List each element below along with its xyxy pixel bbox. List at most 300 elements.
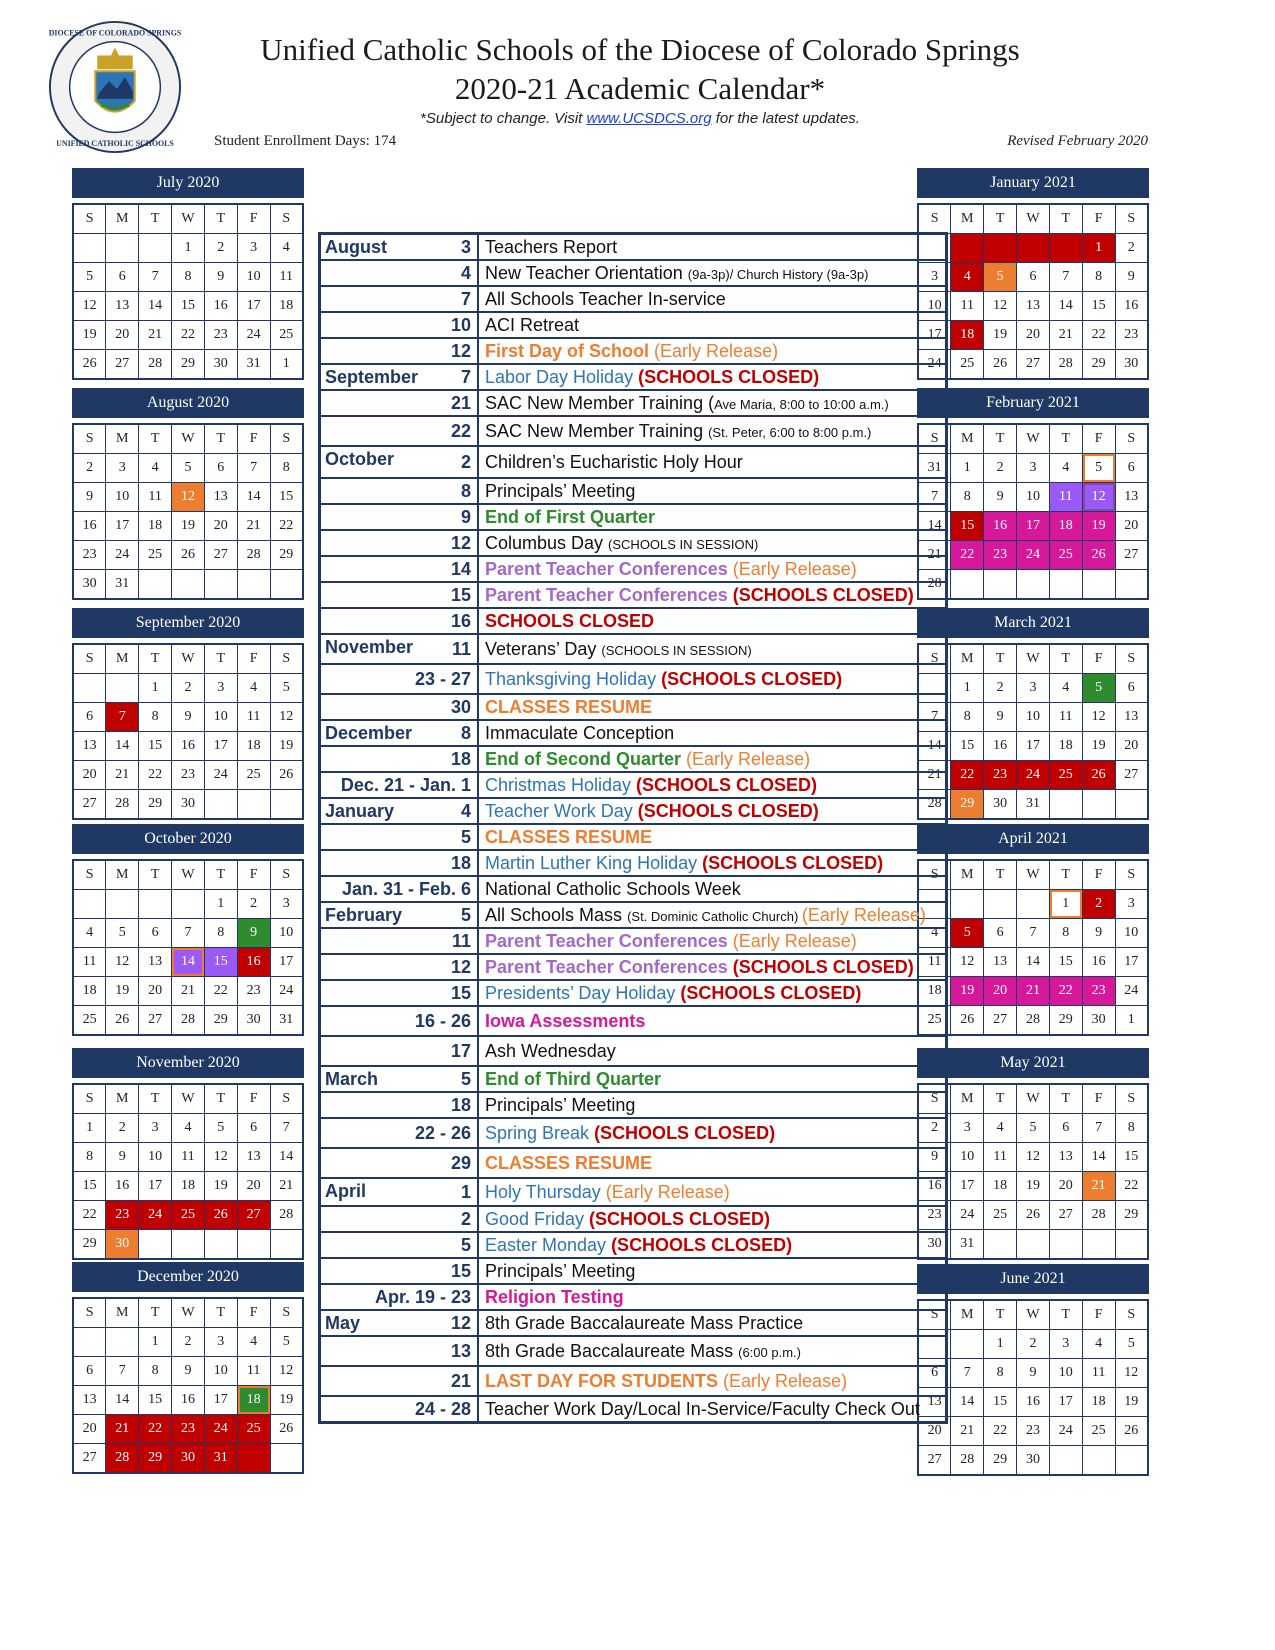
- week-row: [918, 292, 1148, 321]
- day-cell: [204, 790, 237, 820]
- event-day-label: 15: [450, 584, 471, 605]
- event-day-label: 23 - 27: [414, 668, 471, 689]
- day-cell: 12: [1115, 1359, 1148, 1388]
- day-cell: [172, 1230, 205, 1260]
- week-row: [73, 1357, 303, 1386]
- event-date: [320, 876, 479, 902]
- day-cell: 2: [1082, 890, 1115, 919]
- weekday-header: M: [106, 1298, 139, 1328]
- event-text: ACI Retreat: [485, 314, 580, 335]
- day-cell: [172, 890, 205, 919]
- event-day-label: 4: [460, 262, 471, 283]
- week-row: [918, 1201, 1148, 1230]
- event-text: Principals’ Meeting: [485, 1094, 636, 1115]
- event-date: [320, 1206, 479, 1232]
- day-cell: 20: [73, 761, 106, 790]
- day-cell: 6: [204, 454, 237, 483]
- day-cell: [237, 570, 270, 600]
- day-cell: 29: [204, 1006, 237, 1036]
- day-cell: 6: [139, 919, 172, 948]
- day-cell: 9: [1115, 263, 1148, 292]
- day-cell: 10: [106, 483, 139, 512]
- event-description: [478, 504, 947, 530]
- day-cell: 3: [204, 1328, 237, 1357]
- event-description: [478, 1066, 947, 1092]
- day-cell: 20: [106, 321, 139, 350]
- event-text: Easter Monday: [485, 1234, 612, 1255]
- day-cell: 10: [204, 703, 237, 732]
- week-row: [918, 454, 1148, 483]
- day-cell: 16: [73, 512, 106, 541]
- day-cell: 24: [204, 1415, 237, 1444]
- event-description: [478, 876, 947, 902]
- day-cell: 11: [1049, 483, 1082, 512]
- weekday-header: S: [918, 1084, 951, 1114]
- day-cell: 2: [984, 454, 1017, 483]
- day-cell: 20: [1049, 1172, 1082, 1201]
- week-row: [73, 1230, 303, 1260]
- day-cell: 17: [1017, 512, 1050, 541]
- event-day-label: 5: [460, 1234, 471, 1255]
- event-date: [320, 286, 479, 312]
- week-row: [73, 1328, 303, 1357]
- event-text: SAC New Member Training: [485, 420, 709, 441]
- day-cell: 9: [984, 703, 1017, 732]
- day-cell: 15: [951, 732, 984, 761]
- day-cell: [1082, 1230, 1115, 1260]
- event-date: [320, 260, 479, 286]
- event-text: Veterans’ Day: [485, 638, 602, 659]
- weekday-header: M: [106, 204, 139, 234]
- day-cell: 11: [139, 483, 172, 512]
- day-cell: 9: [1017, 1359, 1050, 1388]
- day-cell: [1115, 570, 1148, 600]
- day-cell: 5: [270, 1328, 303, 1357]
- day-cell: [1082, 570, 1115, 600]
- day-cell: [139, 890, 172, 919]
- event-row: [320, 504, 947, 530]
- day-cell: 31: [106, 570, 139, 600]
- day-cell: 23: [237, 977, 270, 1006]
- day-cell: 17: [1017, 732, 1050, 761]
- event-text: (9a-3p)/ Church History (9a-3p): [687, 266, 869, 282]
- event-description: [478, 260, 947, 286]
- day-cell: 24: [204, 761, 237, 790]
- day-cell: 26: [984, 350, 1017, 380]
- day-cell: 23: [172, 1415, 205, 1444]
- day-cell: 4: [951, 263, 984, 292]
- month-title: December 2020: [72, 1262, 304, 1292]
- day-cell: 4: [237, 674, 270, 703]
- day-cell: 30: [1115, 350, 1148, 380]
- day-cell: 17: [204, 732, 237, 761]
- event-description: [478, 478, 947, 504]
- event-text: End of First Quarter: [485, 506, 656, 527]
- event-date: [320, 1258, 479, 1284]
- weekday-header: S: [1115, 1084, 1148, 1114]
- month-title: August 2020: [72, 388, 304, 418]
- week-row: [73, 454, 303, 483]
- week-row: [73, 1415, 303, 1444]
- month-grid: [72, 1297, 304, 1474]
- event-text: (Early Release): [801, 904, 926, 925]
- day-cell: 16: [1017, 1388, 1050, 1417]
- weekday-header: F: [1082, 204, 1115, 234]
- day-cell: 8: [1082, 263, 1115, 292]
- event-text: CLASSES RESUME: [485, 826, 653, 847]
- month-grid: [917, 203, 1149, 380]
- website-link[interactable]: www.UCSDCS.org: [586, 110, 712, 127]
- day-cell: 28: [1049, 350, 1082, 380]
- weekday-header: S: [73, 1084, 106, 1114]
- event-row: [320, 954, 947, 980]
- weekday-header: F: [1082, 1300, 1115, 1330]
- weekday-header: M: [106, 860, 139, 890]
- day-cell: 5: [1082, 454, 1115, 483]
- month-title: June 2021: [917, 1264, 1149, 1294]
- weekday-header: T: [139, 1084, 172, 1114]
- day-cell: 22: [984, 1417, 1017, 1446]
- day-cell: 9: [237, 919, 270, 948]
- event-day-label: 11: [451, 930, 471, 951]
- day-cell: 30: [918, 1230, 951, 1260]
- event-text: Columbus Day: [485, 532, 609, 553]
- day-cell: 19: [984, 321, 1017, 350]
- day-cell: 12: [270, 1357, 303, 1386]
- event-text: CLASSES RESUME: [485, 696, 653, 717]
- month-grid: [917, 859, 1149, 1036]
- day-cell: 13: [237, 1143, 270, 1172]
- event-description: [478, 1310, 947, 1336]
- week-row: [918, 1446, 1148, 1476]
- month-title: July 2020: [72, 168, 304, 198]
- day-cell: 19: [1082, 732, 1115, 761]
- event-row: [320, 720, 947, 746]
- event-day-label: 13: [450, 1340, 471, 1361]
- day-cell: [1082, 1446, 1115, 1476]
- day-cell: 13: [1115, 483, 1148, 512]
- day-cell: 12: [1017, 1143, 1050, 1172]
- weekday-header: S: [1115, 644, 1148, 674]
- day-cell: 19: [204, 1172, 237, 1201]
- day-cell: 27: [73, 1444, 106, 1474]
- weekday-header: T: [139, 644, 172, 674]
- event-text: Teachers Report: [485, 236, 618, 257]
- day-cell: 15: [204, 948, 237, 977]
- event-day-label: 22: [450, 420, 471, 441]
- day-cell: 5: [951, 919, 984, 948]
- day-cell: 28: [1082, 1201, 1115, 1230]
- event-text: SCHOOLS CLOSED: [485, 610, 655, 631]
- day-cell: 26: [270, 761, 303, 790]
- event-text: Immaculate Conception: [485, 722, 675, 743]
- month-title: October 2020: [72, 824, 304, 854]
- event-day-label: 12: [450, 340, 471, 361]
- day-cell: 16: [237, 948, 270, 977]
- day-cell: 24: [106, 541, 139, 570]
- day-cell: 15: [1049, 948, 1082, 977]
- event-text: Labor Day Holiday: [485, 366, 639, 387]
- day-cell: 25: [270, 321, 303, 350]
- week-row: [918, 790, 1148, 820]
- event-day-label: 21: [450, 392, 471, 413]
- day-cell: [73, 890, 106, 919]
- week-row: [918, 919, 1148, 948]
- event-text: LAST DAY FOR STUDENTS: [485, 1370, 724, 1391]
- day-cell: 5: [73, 263, 106, 292]
- day-cell: 28: [172, 1006, 205, 1036]
- weekday-header: S: [1115, 204, 1148, 234]
- month-calendar: [917, 608, 1149, 820]
- day-cell: 20: [918, 1417, 951, 1446]
- weekday-header: F: [237, 1084, 270, 1114]
- day-cell: [172, 570, 205, 600]
- day-cell: 25: [73, 1006, 106, 1036]
- event-row: [320, 582, 947, 608]
- weekday-header: T: [139, 424, 172, 454]
- event-row: [320, 338, 947, 364]
- day-cell: 11: [951, 292, 984, 321]
- day-cell: 2: [172, 1328, 205, 1357]
- event-date: [320, 1036, 479, 1066]
- week-row: [73, 919, 303, 948]
- day-cell: 10: [270, 919, 303, 948]
- day-cell: 11: [984, 1143, 1017, 1172]
- month-calendar: [917, 388, 1149, 600]
- day-cell: 28: [270, 1201, 303, 1230]
- day-cell: 4: [139, 454, 172, 483]
- weekday-header: S: [1115, 1300, 1148, 1330]
- event-date: [320, 980, 479, 1006]
- day-cell: 26: [1082, 541, 1115, 570]
- event-description: [478, 1232, 947, 1258]
- event-description: [478, 416, 947, 446]
- weekday-header: T: [984, 644, 1017, 674]
- day-cell: [270, 570, 303, 600]
- day-cell: 19: [951, 977, 984, 1006]
- day-cell: 27: [139, 1006, 172, 1036]
- day-cell: [1017, 1230, 1050, 1260]
- week-row: [73, 948, 303, 977]
- day-cell: 18: [270, 292, 303, 321]
- event-text: Children’s Eucharistic Holy Hour: [485, 451, 743, 472]
- weekday-header: S: [918, 424, 951, 454]
- event-description: [478, 1366, 947, 1396]
- day-cell: [237, 1444, 270, 1474]
- day-cell: 31: [237, 350, 270, 380]
- day-cell: 29: [951, 790, 984, 820]
- day-cell: 19: [172, 512, 205, 541]
- weekday-header: T: [204, 1084, 237, 1114]
- day-cell: 22: [1115, 1172, 1148, 1201]
- day-cell: 10: [1017, 483, 1050, 512]
- event-description: [478, 1258, 947, 1284]
- event-text: Presidents’ Day Holiday: [485, 982, 681, 1003]
- day-cell: [73, 674, 106, 703]
- week-row: [73, 350, 303, 380]
- day-cell: 5: [1115, 1330, 1148, 1359]
- day-cell: 22: [139, 761, 172, 790]
- event-text: All Schools Teacher In-service: [485, 288, 726, 309]
- week-row: [73, 890, 303, 919]
- event-text: SAC New Member Training (: [485, 392, 715, 413]
- event-text: (St. Peter, 6:00 to 8:00 p.m.): [708, 424, 872, 440]
- event-description: [478, 1284, 947, 1310]
- day-cell: [1082, 790, 1115, 820]
- day-cell: 7: [1049, 263, 1082, 292]
- month-grid: [917, 1083, 1149, 1260]
- day-cell: [1115, 1446, 1148, 1476]
- day-cell: 20: [1115, 512, 1148, 541]
- day-cell: 17: [1115, 948, 1148, 977]
- day-cell: 19: [1115, 1388, 1148, 1417]
- event-day-label: 11: [451, 638, 471, 659]
- day-cell: 9: [172, 1357, 205, 1386]
- month-title: March 2021: [917, 608, 1149, 638]
- day-cell: 10: [1049, 1359, 1082, 1388]
- day-cell: 7: [1017, 919, 1050, 948]
- day-cell: 3: [237, 234, 270, 263]
- day-cell: 6: [73, 1357, 106, 1386]
- day-cell: 18: [984, 1172, 1017, 1201]
- day-cell: 21: [1082, 1172, 1115, 1201]
- day-cell: 29: [172, 350, 205, 380]
- week-row: [73, 732, 303, 761]
- weekday-header: M: [951, 1084, 984, 1114]
- day-cell: 29: [73, 1230, 106, 1260]
- day-cell: 30: [1082, 1006, 1115, 1036]
- month-calendar: [72, 608, 304, 820]
- event-description: [478, 1178, 947, 1206]
- event-date: [320, 850, 479, 876]
- day-cell: [139, 1230, 172, 1260]
- day-cell: 22: [204, 977, 237, 1006]
- day-cell: 7: [106, 703, 139, 732]
- day-cell: 25: [237, 1415, 270, 1444]
- event-text: First Day of School: [485, 340, 655, 361]
- weekday-header: F: [1082, 1084, 1115, 1114]
- week-row: [918, 1172, 1148, 1201]
- day-cell: [270, 1444, 303, 1474]
- day-cell: 26: [106, 1006, 139, 1036]
- day-cell: 31: [1017, 790, 1050, 820]
- day-cell: 11: [237, 1357, 270, 1386]
- day-cell: [984, 234, 1017, 263]
- week-row: [73, 703, 303, 732]
- event-text: (Early Release): [732, 558, 857, 579]
- day-cell: 24: [237, 321, 270, 350]
- event-description: [478, 746, 947, 772]
- day-cell: 8: [139, 1357, 172, 1386]
- event-text: (Early Release): [723, 1370, 848, 1391]
- day-cell: 16: [204, 292, 237, 321]
- event-text: Teacher Work Day: [485, 800, 638, 821]
- weekday-header: S: [73, 1298, 106, 1328]
- event-row: [320, 234, 947, 261]
- event-description: [478, 1006, 947, 1036]
- event-month-label: October: [325, 449, 395, 469]
- event-month-label: August: [325, 237, 387, 257]
- week-row: [918, 350, 1148, 380]
- event-row: [320, 664, 947, 694]
- event-day-label: 14: [450, 558, 471, 579]
- event-text: New Teacher Orientation: [485, 262, 688, 283]
- event-date: [320, 478, 479, 504]
- day-cell: 29: [139, 790, 172, 820]
- day-cell: 17: [139, 1172, 172, 1201]
- day-cell: 5: [984, 263, 1017, 292]
- event-text: Holy Thursday: [485, 1181, 606, 1202]
- day-cell: 7: [172, 919, 205, 948]
- day-cell: 10: [1017, 703, 1050, 732]
- day-cell: 27: [984, 1006, 1017, 1036]
- day-cell: [73, 234, 106, 263]
- day-cell: 21: [139, 321, 172, 350]
- event-description: [478, 312, 947, 338]
- weekday-header: W: [1017, 424, 1050, 454]
- day-cell: 30: [172, 790, 205, 820]
- day-cell: 21: [1049, 321, 1082, 350]
- logo-ring-top-text: DIOCESE OF COLORADO SPRINGS: [48, 28, 182, 38]
- day-cell: 7: [237, 454, 270, 483]
- day-cell: 27: [1115, 541, 1148, 570]
- event-text: (6:00 p.m.): [738, 1344, 801, 1360]
- week-row: [918, 321, 1148, 350]
- week-row: [73, 761, 303, 790]
- day-cell: 8: [204, 919, 237, 948]
- event-month-label: November: [325, 637, 414, 657]
- weekday-header: M: [951, 860, 984, 890]
- weekday-header: T: [204, 860, 237, 890]
- event-day-label: 7: [460, 288, 471, 309]
- day-cell: 9: [73, 483, 106, 512]
- day-cell: 16: [172, 1386, 205, 1415]
- event-day-label: 2: [460, 451, 471, 472]
- day-cell: 14: [106, 1386, 139, 1415]
- week-row: [918, 1114, 1148, 1143]
- day-cell: [204, 570, 237, 600]
- day-cell: 20: [204, 512, 237, 541]
- day-cell: 3: [106, 454, 139, 483]
- day-cell: 27: [237, 1201, 270, 1230]
- event-row: [320, 1118, 947, 1148]
- event-date: [320, 504, 479, 530]
- day-cell: 25: [172, 1201, 205, 1230]
- day-cell: 24: [918, 350, 951, 380]
- day-cell: 12: [73, 292, 106, 321]
- event-row: [320, 746, 947, 772]
- weekday-header: M: [951, 644, 984, 674]
- event-description: [478, 338, 947, 364]
- weekday-header: T: [1049, 1084, 1082, 1114]
- week-row: [918, 948, 1148, 977]
- event-day-label: 15: [450, 1260, 471, 1281]
- month-calendar: [72, 824, 304, 1036]
- day-cell: 6: [1049, 1114, 1082, 1143]
- note-prefix: *Subject to change. Visit: [420, 110, 587, 127]
- day-cell: 22: [951, 541, 984, 570]
- day-cell: 23: [1082, 977, 1115, 1006]
- weekday-header: S: [270, 424, 303, 454]
- weekday-header: T: [1049, 644, 1082, 674]
- day-cell: 27: [918, 1446, 951, 1476]
- day-cell: 4: [1049, 454, 1082, 483]
- day-cell: 29: [1115, 1201, 1148, 1230]
- event-row: [320, 286, 947, 312]
- event-row: [320, 980, 947, 1006]
- day-cell: 26: [1017, 1201, 1050, 1230]
- event-month-label: January: [325, 801, 395, 821]
